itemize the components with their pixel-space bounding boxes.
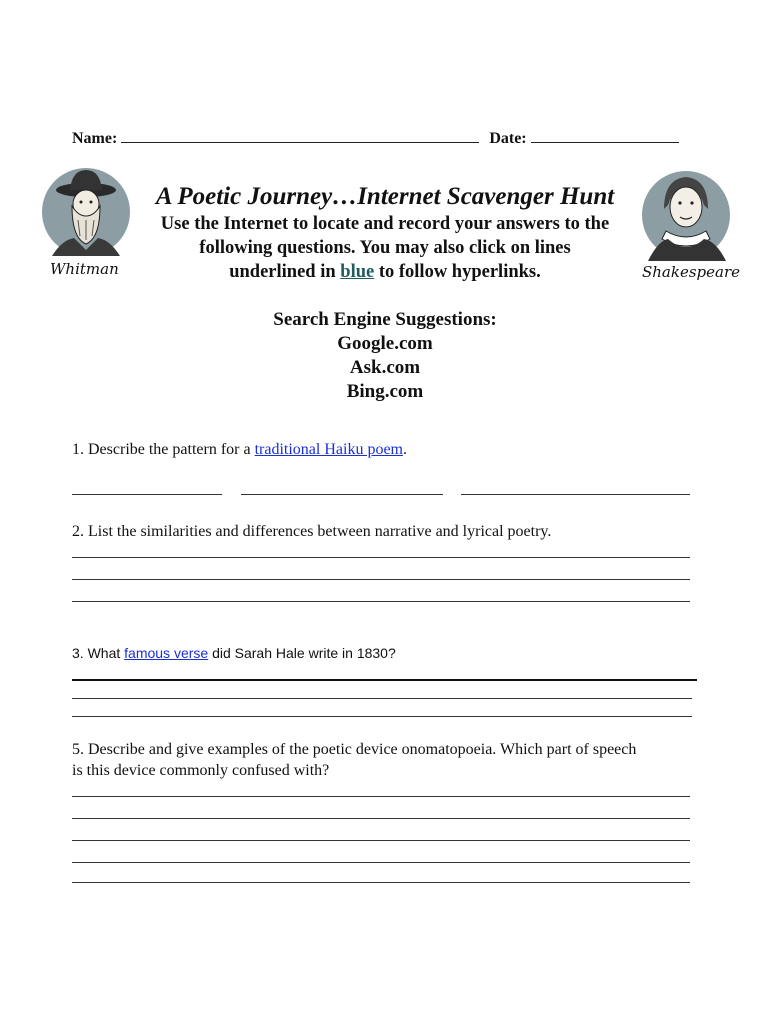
answer-line[interactable]: [241, 494, 443, 495]
whitman-portrait: [42, 160, 132, 290]
answer-line[interactable]: [72, 679, 697, 681]
name-blank-line: [121, 128, 479, 143]
search-engine-item: Google.com: [337, 333, 433, 354]
date-blank-line: [531, 128, 679, 143]
answer-line[interactable]: [72, 882, 690, 883]
answer-line[interactable]: [72, 796, 690, 797]
answer-line[interactable]: [72, 862, 690, 863]
shakespeare-portrait: [638, 165, 741, 290]
answer-line[interactable]: [72, 494, 222, 495]
intro-line-3: [135, 260, 635, 284]
question-3: [72, 643, 702, 664]
page-title: A Poetic Journey…Internet Scavenger Hunt: [155, 183, 615, 210]
intro-line-2: following questions. You may also click on lines: [199, 238, 571, 258]
question-5-line-2: is this device commonly confused with?: [72, 762, 330, 779]
intro-line-1: Use the Internet to locate and record your answers to the: [160, 214, 610, 234]
intro-line-3-before: underlined in: [229, 262, 336, 282]
famous-verse-link[interactable]: famous verse: [124, 645, 209, 661]
answer-line[interactable]: [72, 840, 690, 841]
name-label: Name:: [72, 130, 118, 147]
haiku-link[interactable]: traditional Haiku poem: [254, 441, 403, 458]
question-3-text: 3. What: [72, 645, 121, 661]
answer-line[interactable]: [72, 716, 692, 717]
answer-line[interactable]: [72, 557, 690, 558]
whitman-signature: Whitman: [50, 260, 119, 278]
blue-link[interactable]: blue: [340, 262, 375, 282]
search-heading: Search Engine Suggestions:: [273, 309, 497, 330]
question-5: [72, 739, 702, 781]
question-5-line-1: 5. Describe and give examples of the poetic device onomatopoeia. Which part of speech: [72, 741, 637, 758]
search-engine-suggestions: [135, 308, 635, 404]
intro-line-3-after: to follow hyperlinks.: [378, 262, 541, 282]
answer-line[interactable]: [72, 601, 690, 602]
answer-line[interactable]: [72, 818, 690, 819]
question-1-text: 1. Describe the pattern for a: [72, 441, 251, 458]
question-1-end: .: [403, 441, 407, 458]
search-engine-item: Ask.com: [349, 357, 421, 378]
search-engine-item: Bing.com: [346, 381, 424, 402]
shakespeare-signature: Shakespeare: [642, 263, 741, 281]
date-label: Date:: [489, 130, 527, 147]
question-2: 2. List the similarities and differences between narrative and lyrical poetry.: [72, 523, 552, 540]
intro-paragraph: [135, 212, 635, 284]
question-3-end: did Sarah Hale write in 1830?: [212, 645, 396, 661]
answer-line[interactable]: [72, 698, 692, 699]
answer-line[interactable]: [72, 579, 690, 580]
answer-line[interactable]: [461, 494, 690, 495]
question-1: [72, 439, 702, 460]
name-date-header: [72, 128, 702, 148]
